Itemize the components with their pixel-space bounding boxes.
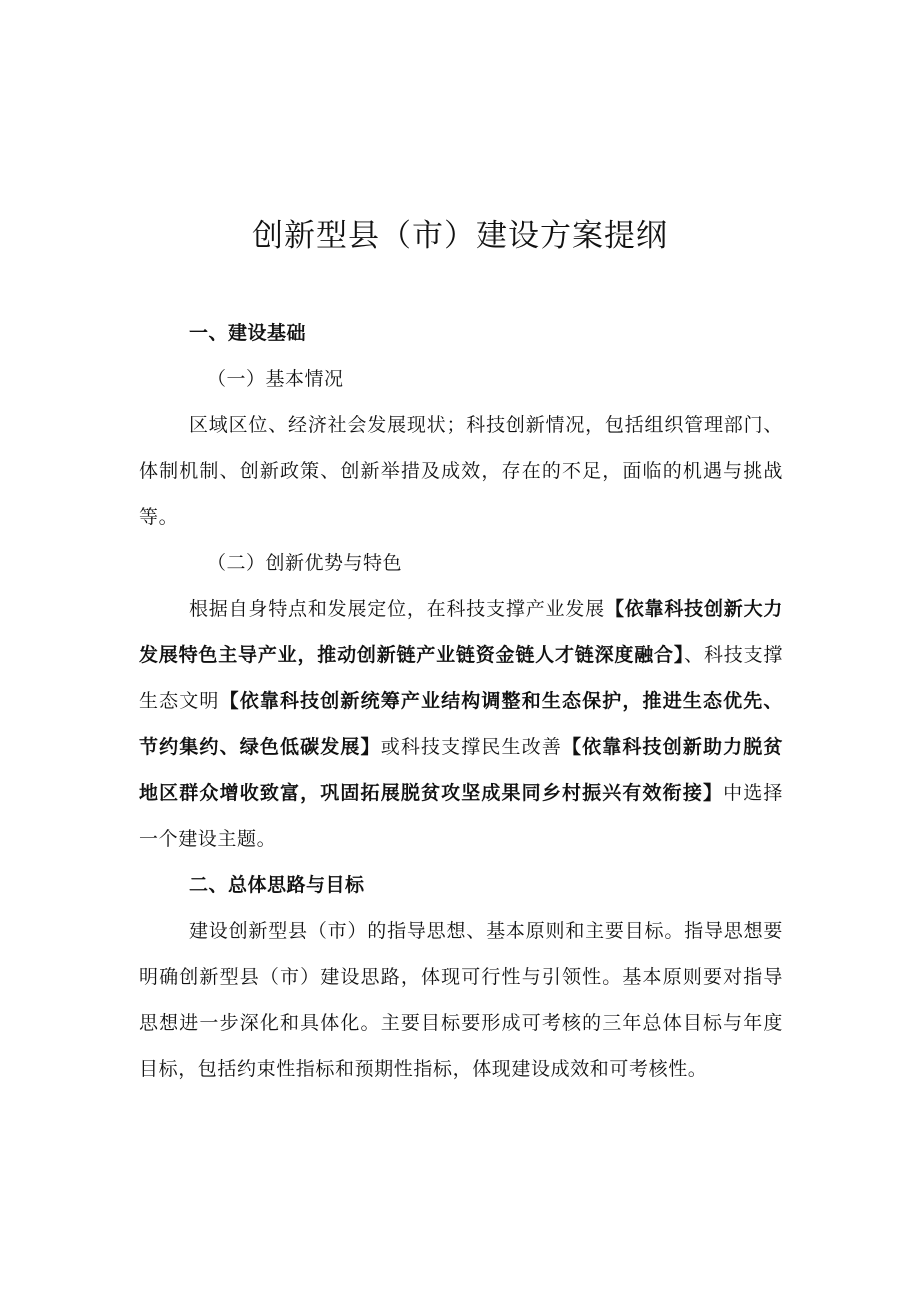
paragraph-basic-situation: 区域区位、经济社会发展现状；科技创新情况，包括组织管理部门、体制机制、创新政策、创新举措及成效，存在的不足，面临的机遇与挑战等。: [139, 414, 783, 528]
subsection-heading-basic-situation: （一）基本情况: [207, 368, 344, 390]
text-segment: 根据自身特点和发展定位，在科技支撑产业发展: [189, 598, 605, 620]
section-heading-foundation: 一、建设基础: [189, 322, 307, 344]
paragraph-innovation-advantages: [139, 586, 783, 862]
text-segment: 、科技支撑生态文明: [139, 644, 783, 712]
section-heading-overall-approach: 二、总体思路与目标: [189, 874, 365, 896]
subsection-heading-innovation-advantages: （二）创新优势与特色: [207, 552, 403, 574]
text-segment: 或科技支撑民生改善: [380, 736, 562, 758]
theme-livelihood-support: 【依靠科技创新助力脱贫地区群众增收致富，巩固拓展脱贫攻坚成果同乡村振兴有效衔接】: [139, 736, 783, 804]
document-title: 创新型县（市）建设方案提纲: [252, 218, 668, 254]
theme-industry-support: 【依靠科技创新大力发展特色主导产业，推动创新链产业链资金链人才链深度融合】: [139, 598, 783, 666]
text-segment: 中选择一个建设主题。: [139, 782, 783, 850]
theme-ecological-support: 【依靠科技创新统筹产业结构调整和生态保护，推进生态优先、节约集约、绿色低碳发展】: [139, 690, 783, 758]
document-body: [139, 310, 783, 1092]
paragraph-overall-approach: 建设创新型县（市）的指导思想、基本原则和主要目标。指导思想要明确创新型县（市）建设思路，体现可行性与引领性。基本原则要对指导思想进一步深化和具体化。主要目标要形成可考核的三年总体目标与年度目标，包括约束性指标和预期性指标，体现建设成效和可考核性。: [139, 920, 783, 1080]
